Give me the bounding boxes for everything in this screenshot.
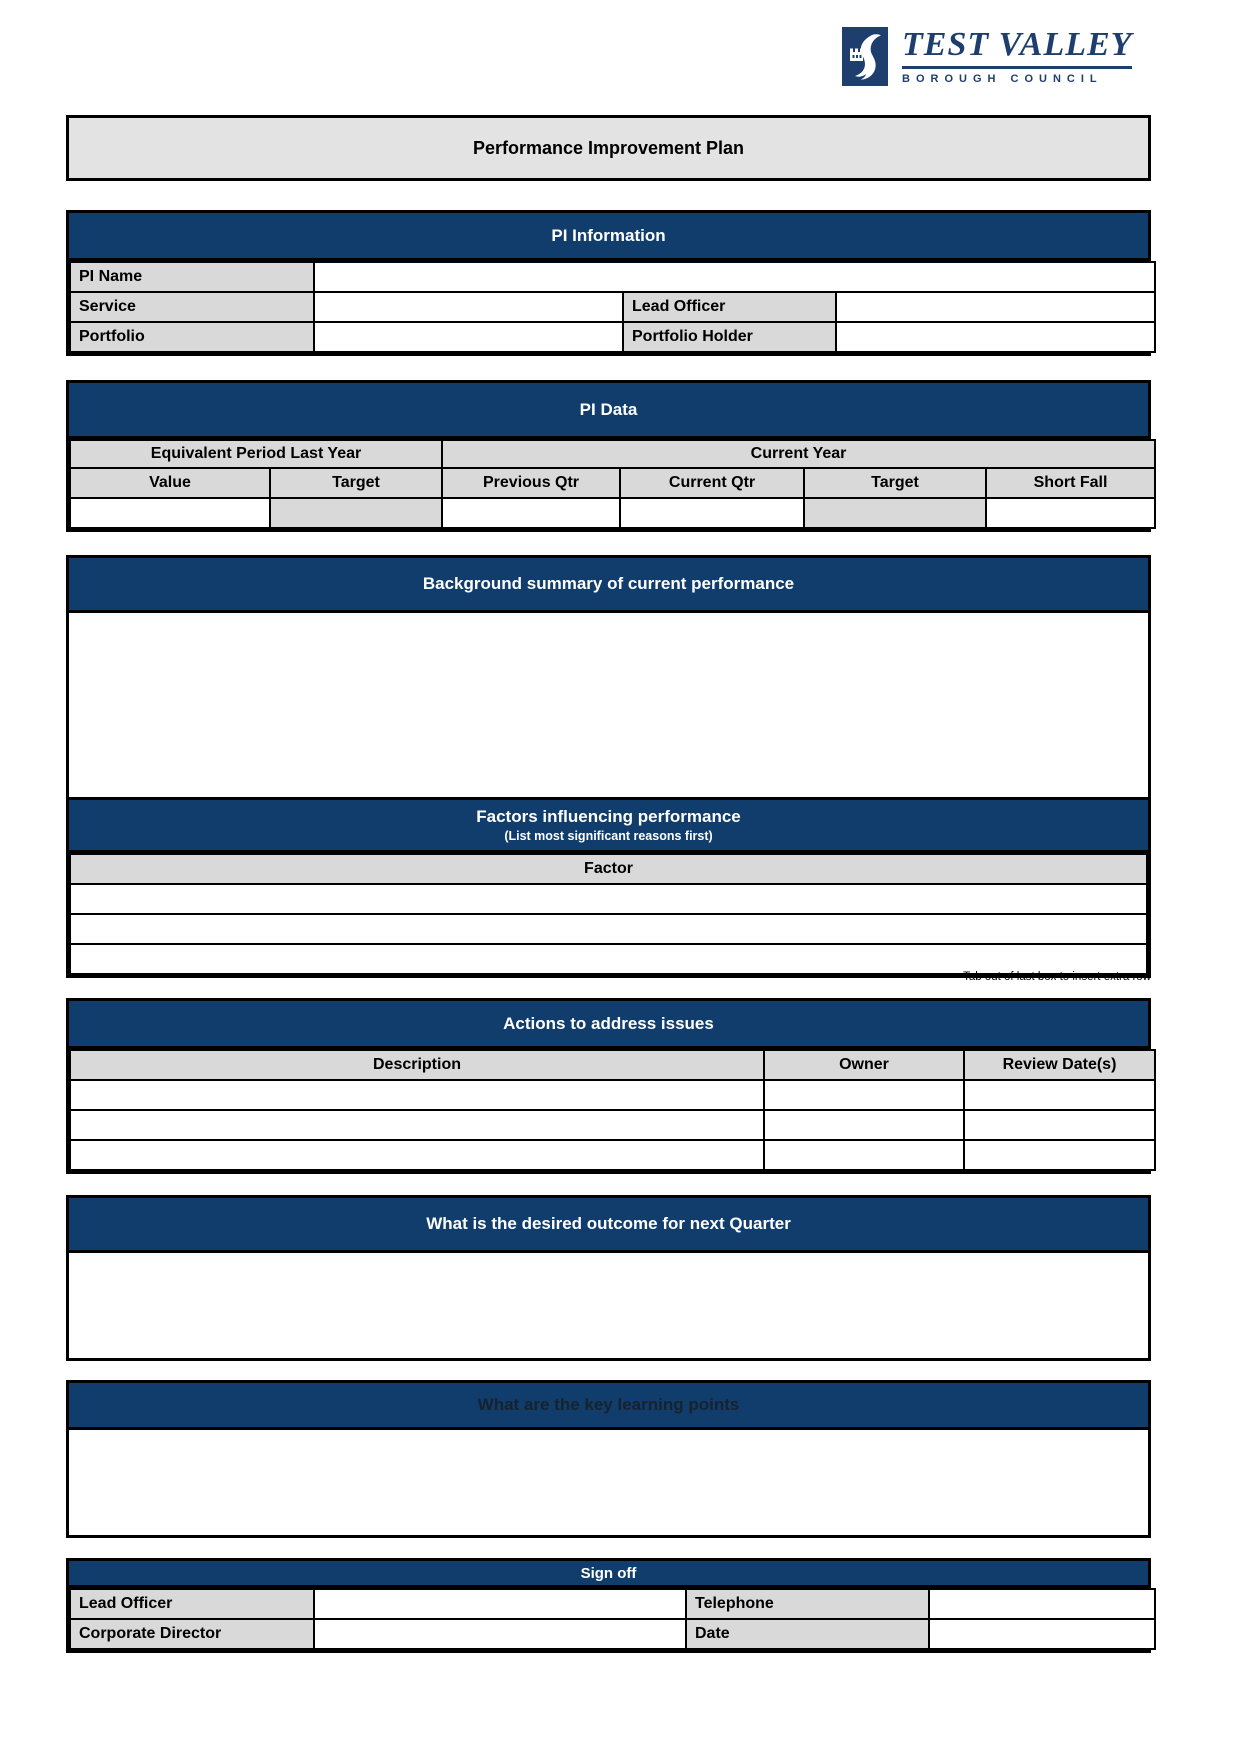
current-year-header: Current Year: [442, 440, 1155, 468]
factor-input-cell-1[interactable]: [70, 884, 1147, 914]
pi-name-row: [70, 262, 1155, 292]
sign-off-table: [69, 1588, 1156, 1650]
target-last-year-input-cell[interactable]: [270, 498, 442, 528]
target-current-year-input-cell[interactable]: [804, 498, 986, 528]
document-title: Performance Improvement Plan: [472, 137, 745, 158]
background-summary-input-area[interactable]: [69, 613, 1148, 803]
actions-header-label: Actions to address issues: [503, 1013, 714, 1033]
key-learning-header-label: What are the key learning points: [477, 1395, 740, 1414]
service-label: Service: [70, 292, 314, 322]
target-last-year-column-header: Target: [270, 468, 442, 498]
corporate-director-input-cell[interactable]: [314, 1619, 686, 1649]
factor-row: [70, 884, 1147, 914]
actions-header: [69, 1001, 1148, 1049]
action-review-date-input-cell-2[interactable]: [964, 1110, 1155, 1140]
factor-row: [70, 944, 1147, 974]
telephone-label: Telephone: [686, 1589, 929, 1619]
action-description-input-cell-3[interactable]: [70, 1140, 764, 1170]
action-owner-input-cell-3[interactable]: [764, 1140, 964, 1170]
sign-off-section: [66, 1558, 1151, 1653]
previous-qtr-input-cell[interactable]: [442, 498, 620, 528]
service-row: [70, 292, 1155, 322]
date-input-cell[interactable]: [929, 1619, 1155, 1649]
action-description-input-cell-2[interactable]: [70, 1110, 764, 1140]
lead-officer-label: Lead Officer: [623, 292, 836, 322]
portfolio-input-cell[interactable]: [314, 322, 623, 352]
portfolio-label: Portfolio: [70, 322, 314, 352]
council-emblem-icon: [842, 27, 888, 86]
factors-header: [69, 800, 1148, 853]
background-summary-header-label: Background summary of current performance: [422, 574, 795, 593]
pi-information-section: [66, 210, 1151, 356]
equivalent-period-header: Equivalent Period Last Year: [70, 440, 442, 468]
action-row: [70, 1110, 1155, 1140]
pi-data-value-row: [70, 498, 1155, 528]
key-learning-input-area[interactable]: [69, 1430, 1148, 1535]
action-owner-input-cell-1[interactable]: [764, 1080, 964, 1110]
previous-qtr-column-header: Previous Qtr: [442, 468, 620, 498]
telephone-input-cell[interactable]: [929, 1589, 1155, 1619]
pi-data-header: [69, 383, 1148, 439]
desired-outcome-header: [69, 1198, 1148, 1253]
actions-table: [69, 1049, 1156, 1171]
action-owner-input-cell-2[interactable]: [764, 1110, 964, 1140]
owner-column-header: Owner: [764, 1050, 964, 1080]
document-title-bar: [66, 115, 1151, 181]
description-column-header: Description: [70, 1050, 764, 1080]
sign-off-lead-officer-label: Lead Officer: [70, 1589, 314, 1619]
factors-header-label: Factors influencing performance: [476, 807, 741, 826]
current-qtr-input-cell[interactable]: [620, 498, 804, 528]
pi-name-label: PI Name: [70, 262, 314, 292]
desired-outcome-header-label: What is the desired outcome for next Quarter: [426, 1214, 791, 1233]
date-label: Date: [686, 1619, 929, 1649]
actions-column-header-row: [70, 1050, 1155, 1080]
logo-text: [902, 27, 1132, 85]
short-fall-input-cell[interactable]: [986, 498, 1155, 528]
factors-section: [66, 797, 1151, 978]
service-input-cell[interactable]: [314, 292, 623, 322]
key-learning-header: [69, 1383, 1148, 1430]
portfolio-holder-input-cell[interactable]: [836, 322, 1155, 352]
sign-off-header: [69, 1561, 1148, 1588]
council-logo: [842, 27, 1132, 86]
portfolio-holder-label: Portfolio Holder: [623, 322, 836, 352]
action-description-input-cell-1[interactable]: [70, 1080, 764, 1110]
short-fall-column-header: Short Fall: [986, 468, 1155, 498]
lead-officer-input-cell[interactable]: [836, 292, 1155, 322]
pi-name-input-cell[interactable]: [314, 262, 1155, 292]
pi-information-header-label: PI Information: [551, 225, 666, 245]
current-qtr-column-header: Current Qtr: [620, 468, 804, 498]
review-dates-column-header: Review Date(s): [964, 1050, 1155, 1080]
desired-outcome-section: [66, 1195, 1151, 1361]
value-input-cell[interactable]: [70, 498, 270, 528]
factor-row: [70, 914, 1147, 944]
action-row: [70, 1080, 1155, 1110]
portfolio-row: [70, 322, 1155, 352]
desired-outcome-input-area[interactable]: [69, 1253, 1148, 1358]
factor-input-cell-2[interactable]: [70, 914, 1147, 944]
logo-name: TEST VALLEY: [902, 27, 1132, 69]
pi-data-section: [66, 380, 1151, 532]
pi-data-header-label: PI Data: [579, 399, 638, 419]
tab-out-footnote: Tab out of last box to insert extra row: [963, 971, 1151, 983]
pi-data-column-header-row: [70, 468, 1155, 498]
pi-data-table: [69, 439, 1156, 529]
key-learning-section: [66, 1380, 1151, 1538]
action-review-date-input-cell-3[interactable]: [964, 1140, 1155, 1170]
pi-data-group-header-row: [70, 440, 1155, 468]
action-review-date-input-cell-1[interactable]: [964, 1080, 1155, 1110]
logo-subtitle: BOROUGH COUNCIL: [902, 72, 1103, 85]
factor-input-cell-3[interactable]: [70, 944, 1147, 974]
background-summary-header: [69, 558, 1148, 613]
pi-information-header: [69, 213, 1148, 261]
background-summary-section: [66, 555, 1151, 806]
sign-off-row: [70, 1619, 1155, 1649]
actions-section: [66, 998, 1151, 1174]
corporate-director-label: Corporate Director: [70, 1619, 314, 1649]
factor-column-header: Factor: [70, 854, 1147, 884]
factor-column-header-row: [70, 854, 1147, 884]
action-row: [70, 1140, 1155, 1170]
target-current-year-column-header: Target: [804, 468, 986, 498]
pi-information-table: [69, 261, 1156, 353]
sign-off-lead-officer-input-cell[interactable]: [314, 1589, 686, 1619]
factors-table: [69, 853, 1148, 975]
factors-subheader-label: (List most significant reasons first): [504, 829, 713, 843]
value-column-header: Value: [70, 468, 270, 498]
sign-off-row: [70, 1589, 1155, 1619]
sign-off-header-label: Sign off: [580, 1564, 637, 1582]
